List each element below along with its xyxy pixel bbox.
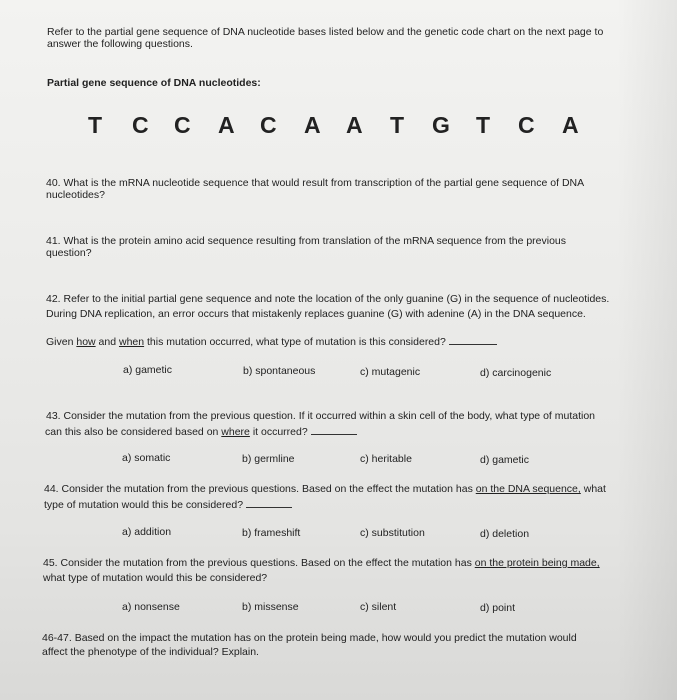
q40-line-1: 40. What is the mRNA nucleotide sequence that would result from transcription of the partial gene sequence of DNA [46,177,585,189]
q45-option-b[interactable]: b) missense [242,601,299,613]
nucleotide: A [562,112,579,138]
q4647-line-2: affect the phenotype of the individual? Explain. [42,646,259,658]
q45-option-c[interactable]: c) silent [360,601,397,613]
q44-line-1: 44. Consider the mutation from the previous questions. Based on the effect the mutation has on the DNA sequence, what [44,483,606,495]
q43-option-b[interactable]: b) germline [242,453,295,465]
q42-option-a[interactable]: a) gametic [123,364,173,376]
q43-line-1: 43. Consider the mutation from the previous question. If it occurred within a skin cell of the body, what type of mutation [46,410,596,422]
q45-line-2: what type of mutation would this be considered? [43,572,268,584]
q44-line-2: type of mutation would this be considered? [44,497,292,513]
q4647-line-1: 46-47. Based on the impact the mutation has on the protein being made, how would you predict the mutation would [42,632,577,644]
nucleotide: C [260,112,277,138]
nucleotide: A [304,112,321,138]
sequence-heading: Partial gene sequence of DNA nucleotides: [47,77,261,89]
q45-line-1: 45. Consider the mutation from the previous questions. Based on the effect the mutation has on the protein being made, [43,557,600,569]
q42-option-c[interactable]: c) mutagenic [360,366,421,378]
dna-sequence [88,112,604,139]
nucleotide: C [132,112,149,138]
q41-line-1: 41. What is the protein amino acid sequence resulting from translation of the mRNA sequence from the previous [46,235,567,247]
answer-blank[interactable] [449,334,497,345]
q44-option-d[interactable]: d) deletion [480,528,530,540]
intro-line-2: answer the following questions. [47,38,193,50]
nucleotide: T [390,112,405,138]
q43-option-d[interactable]: d) gametic [480,454,530,466]
q44-option-b[interactable]: b) frameshift [242,527,301,539]
q42-line-1: 42. Refer to the initial partial gene sequence and note the location of the only guanine (G) in the sequence of nucleotides. [46,293,610,305]
nucleotide: A [218,112,235,138]
q42-given-line: Given how and when this mutation occurred, what type of mutation is this considered? [46,334,497,350]
nucleotide: A [346,112,363,138]
page-shadow [617,0,677,700]
intro-line-1: Refer to the partial gene sequence of DNA nucleotide bases listed below and the genetic code chart on the next page to [47,26,604,38]
nucleotide: T [88,112,103,138]
nucleotide: T [476,112,491,138]
q44-option-c[interactable]: c) substitution [360,527,425,539]
nucleotide: C [174,112,191,138]
answer-blank[interactable] [246,497,292,508]
q45-option-d[interactable]: d) point [480,602,516,614]
q42-line-2: During DNA replication, an error occurs that mistakenly replaces guanine (G) with adenine (A) in the DNA sequence. [46,308,586,320]
nucleotide: G [432,112,450,138]
q43-option-c[interactable]: c) heritable [360,453,412,465]
q41-line-2: question? [46,247,92,259]
q44-option-a[interactable]: a) addition [122,526,172,538]
q43-option-a[interactable]: a) somatic [122,452,171,464]
answer-blank[interactable] [311,424,357,435]
q40-line-2: nucleotides? [46,189,105,201]
nucleotide: C [518,112,535,138]
q45-option-a[interactable]: a) nonsense [122,601,180,613]
q43-line-2: can this also be considered based on where it occurred? [45,424,357,440]
q42-option-b[interactable]: b) spontaneous [243,365,316,377]
q42-option-d[interactable]: d) carcinogenic [480,367,552,379]
